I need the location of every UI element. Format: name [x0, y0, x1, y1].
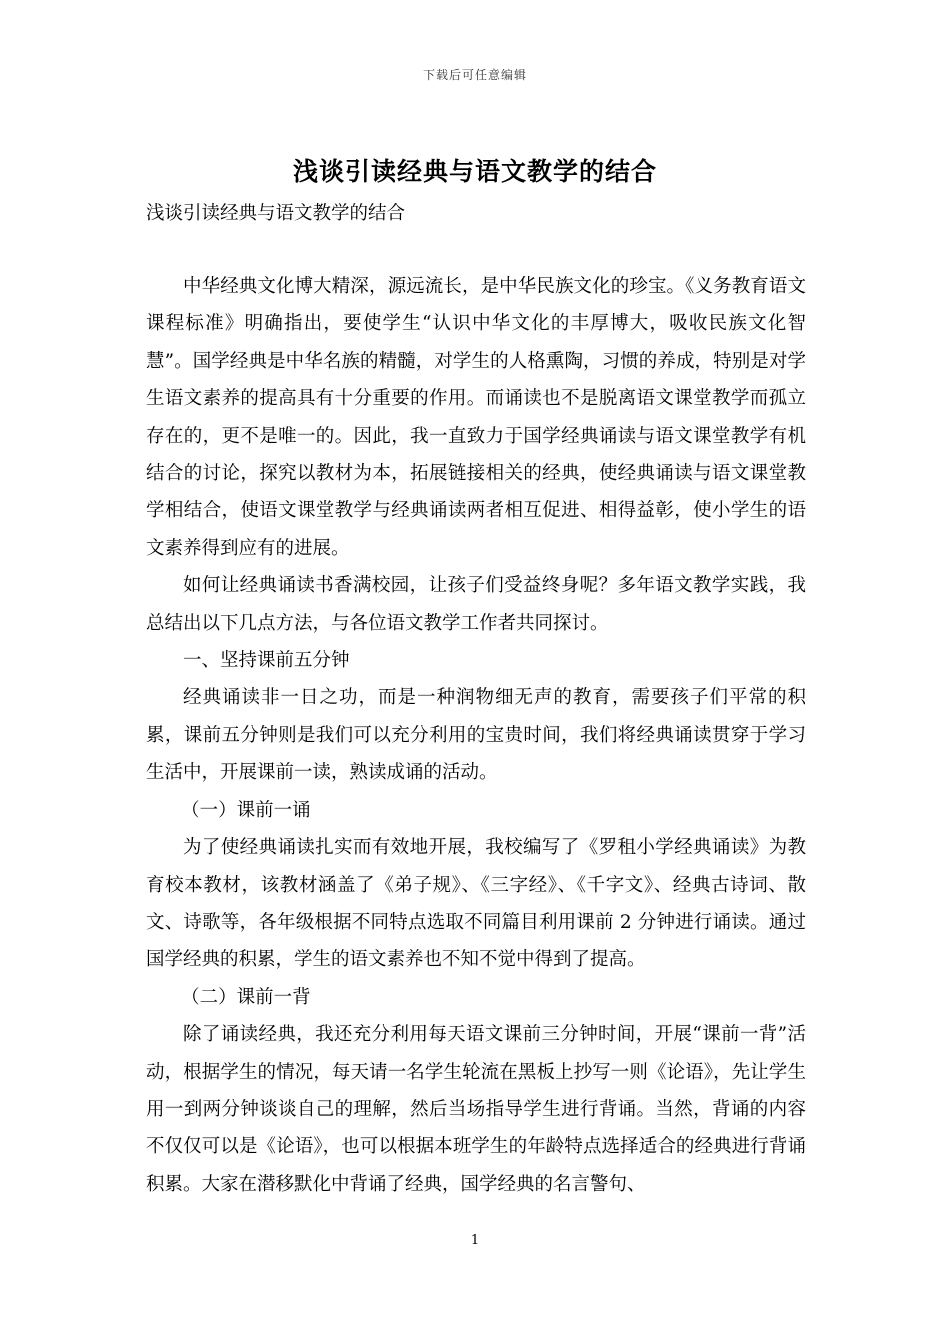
subsection-heading-1: （一）课前一诵: [181, 799, 311, 821]
paragraph-section-1: 经典诵读非一日之功，而是一种润物细无声的教育，需要孩子们平常的积累，课前五分钟则是我们可以充分利用的宝贵时间，我们将经典诵读贯穿于学习生活中，开展课前一读，熟读成诵的活动。: [146, 687, 806, 784]
paragraph-subsection-1: 为了使经典诵读扎实而有效地开展，我校编写了《罗租小学经典诵读》为教育校本教材，该教材涵盖了《弟子规》、《三字经》、《千字文》、经典古诗词、散文、诗歌等，各年级根据不同特点选取不同篇目利用课前 2 分钟进行诵读。通过国学经典的积累，学生的语文素养也不知不觉中得到了提高。: [146, 837, 806, 971]
body-text: [146, 268, 806, 1203]
subsection-heading-2: （二）课前一背: [181, 986, 311, 1008]
paragraph-subsection-2: 除了诵读经典，我还充分利用每天语文课前三分钟时间，开展“课前一背”活动，根据学生的情况，每天请一名学生轮流在黑板上抄写一则《论语》，先让学生用一到两分钟谈谈自己的理解，然后当场指导学生进行背诵。当然，背诵的内容不仅仅可以是《论语》，也可以根据本班学生的年龄特点选择适合的经典进行背诵积累。大家在潜移默化中背诵了经典，国学经典的名言警句、: [146, 1024, 806, 1195]
header-note: 下载后可任意编辑: [422, 68, 527, 82]
section-heading-1: 一、坚持课前五分钟: [183, 650, 350, 672]
paragraph-question: 如何让经典诵读书香满校园，让孩子们受益终身呢？多年语文教学实践，我总结出以下几点方法，与各位语文教学工作者共同探讨。: [146, 575, 806, 634]
paragraph-intro: 中华经典文化博大精深，源远流长，是中华民族文化的珍宝。《义务教育语文课程标准》明确指出，要使学生“认识中华文化的丰厚博大，吸收民族文化智慧”。国学经典是中华名族的精髓，对学生的人格熏陶，习惯的养成，特别是对学生语文素养的提高具有十分重要的作用。而诵读也不是脱离语文课堂教学而孤立存在的，更不是唯一的。因此，我一直致力于国学经典诵读与语文课堂教学有机结合的讨论，探究以教材为本，拓展链接相关的经典，使经典诵读与语文课堂教学相结合，使语文课堂教学与经典诵读两者相互促进、相得益彰，使小学生的语文素养得到应有的进展。: [146, 276, 806, 559]
document-title: 浅谈引读经典与语文教学的结合: [292, 157, 657, 186]
document-subtitle: 浅谈引读经典与语文教学的结合: [146, 203, 406, 224]
page-number: 1: [470, 1233, 480, 1248]
